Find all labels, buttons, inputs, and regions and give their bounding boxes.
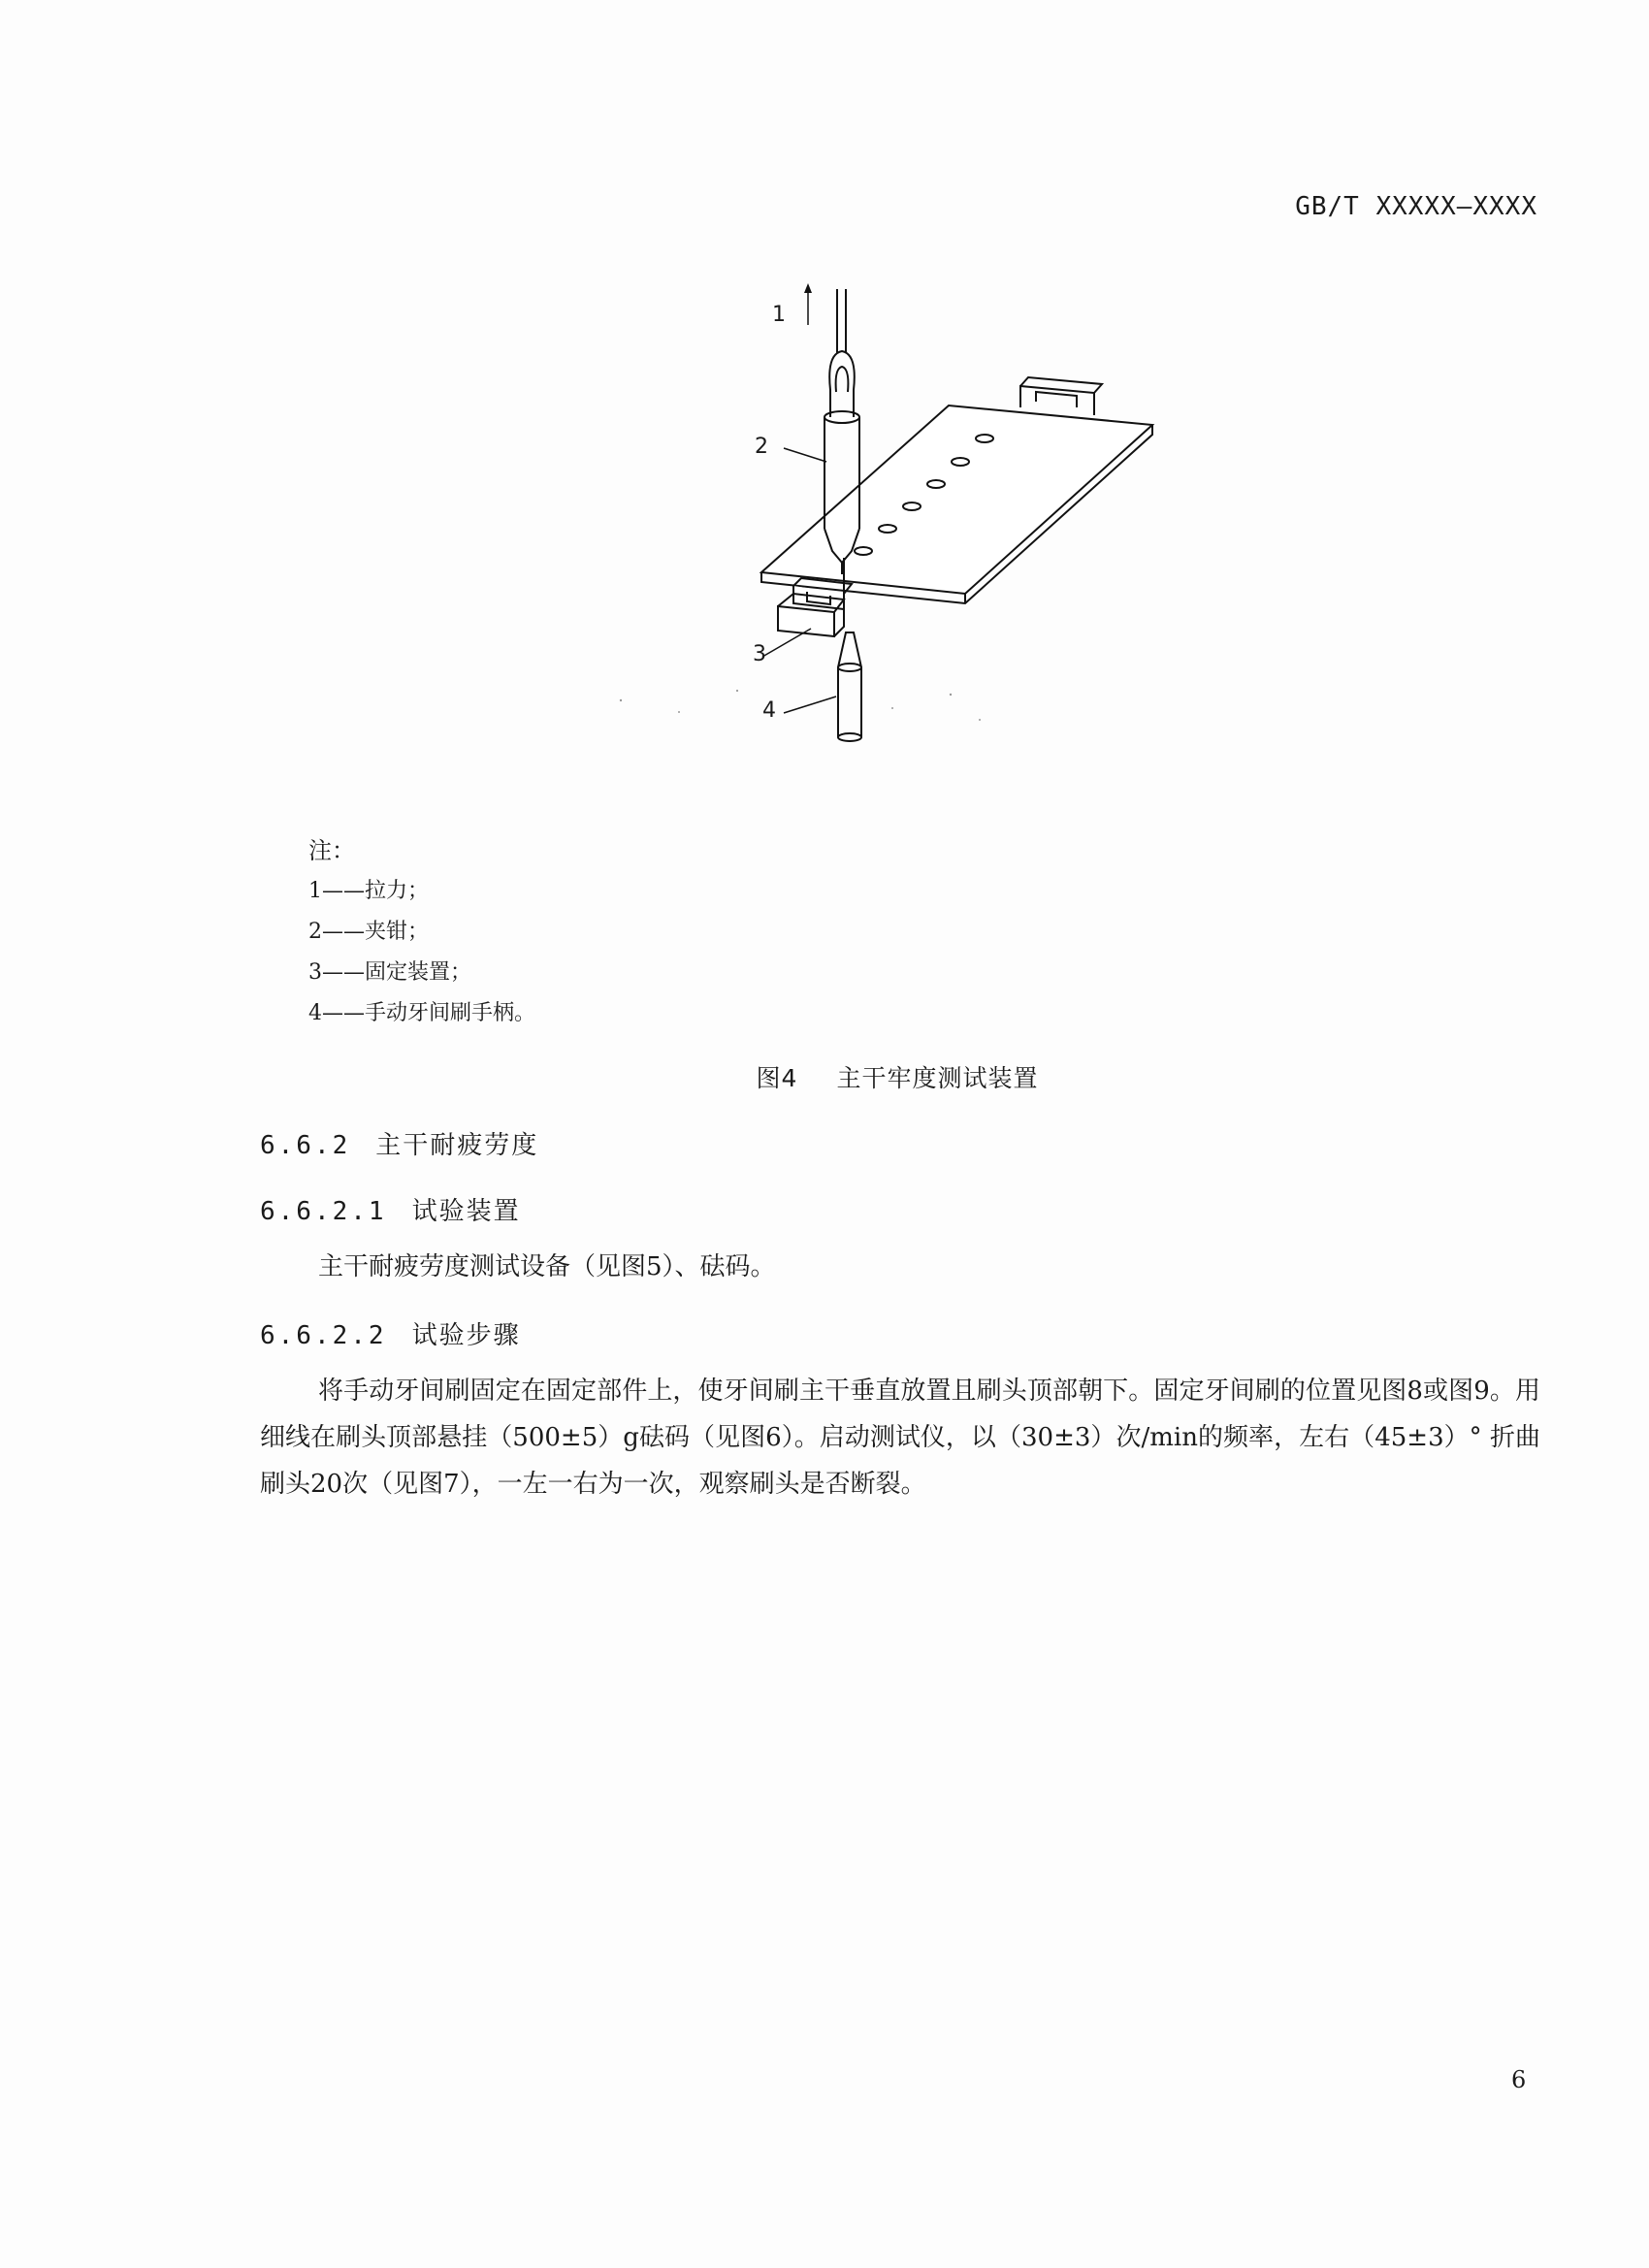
section-title: 试验步骤 <box>411 1321 521 1350</box>
page-number: 6 <box>1511 2066 1527 2093</box>
test-plate <box>761 405 1152 594</box>
paragraph-test-procedure: 将手动牙间刷固定在固定部件上，使牙间刷主干垂直放置且刷头顶部朝下。固定牙间刷的位置见图8或图9。用细线在刷头顶部悬挂（500±5）g砝码（见图6）。启动测试仪，以（30±3）次/min的频率，左右（45±3）° 折曲刷头20次（见图7），一左一右为一次，观察刷头是否断裂。 <box>260 1377 1540 1499</box>
note-item: 2——夹钳； <box>308 920 429 944</box>
figure-label-1: 1 <box>772 303 786 327</box>
figure-label-2: 2 <box>755 435 768 459</box>
paragraph-test-apparatus: 主干耐疲劳度测试设备（见图5）、砝码。 <box>318 1252 776 1281</box>
section-heading-6-6-2-1 <box>260 1191 521 1227</box>
section-heading-6-6-2 <box>260 1125 538 1161</box>
handle-cylinder <box>838 667 861 737</box>
section-number: 6.6.2.1 <box>260 1197 387 1226</box>
section-number: 6.6.2 <box>260 1131 351 1160</box>
section-heading-6-6-2-2 <box>260 1315 521 1351</box>
figure-caption-text: 主干牢度测试装置 <box>836 1064 1039 1092</box>
standard-code: GB/T XXXXX—XXXX <box>1295 192 1537 221</box>
figure-caption <box>0 1059 1649 1094</box>
note-item: 4——手动牙间刷手柄。 <box>308 1001 535 1025</box>
notes-title: 注： <box>308 837 355 864</box>
figure-label-4: 4 <box>762 698 776 723</box>
section-number: 6.6.2.2 <box>260 1321 387 1350</box>
section-title: 主干耐疲劳度 <box>375 1131 539 1160</box>
section-title: 试验装置 <box>411 1197 521 1226</box>
figure-notes <box>308 830 535 1034</box>
test-apparatus-figure <box>0 0 1649 1057</box>
note-item: 3——固定装置； <box>308 960 471 985</box>
upper-fixture <box>1020 386 1094 415</box>
note-item: 1——拉力； <box>308 879 429 903</box>
figure-label-3: 3 <box>753 642 766 666</box>
figure-caption-number: 图4 <box>756 1064 798 1092</box>
